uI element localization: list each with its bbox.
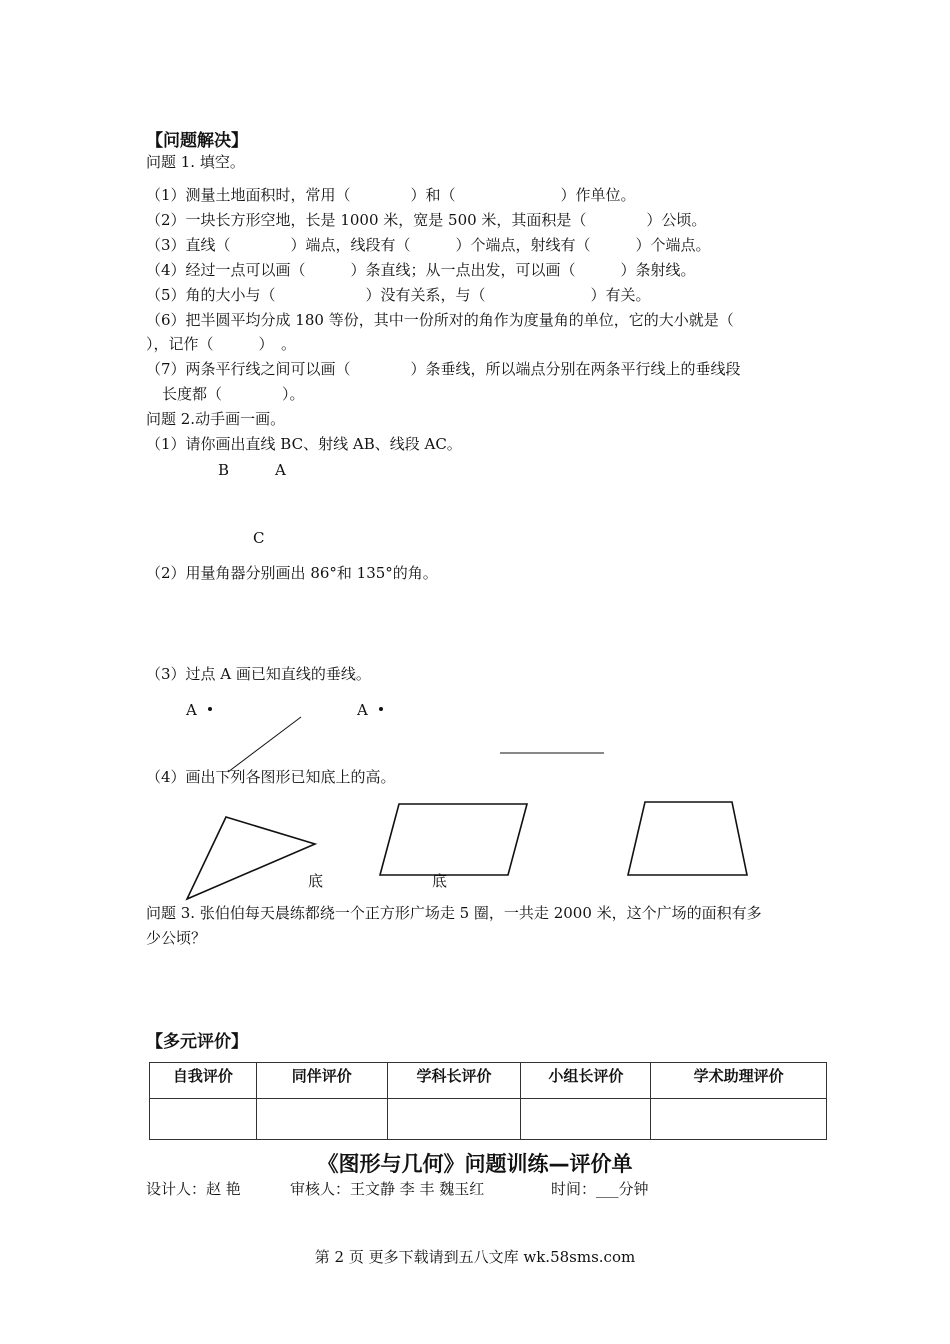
eval-header-subject-lead: 学科长评价: [387, 1063, 521, 1099]
time-unit: 分钟: [618, 1180, 649, 1198]
eval-cell-assistant[interactable]: [651, 1099, 827, 1140]
fill-item-7: （7）两条平行线之间可以画（ ）条垂线，所以端点分别在两条平行线上的垂线段: [146, 360, 741, 378]
eval-header-assistant: 学术助理评价: [651, 1063, 827, 1099]
trapezoid-shape: [628, 802, 747, 875]
problem-3-line-2: 少公顷？: [146, 929, 207, 947]
point-label-c: C: [253, 529, 265, 547]
page-footer: 第 2 页 更多下载请到五八文库 wk.58sms.com: [314, 1248, 636, 1266]
problem-2-item-1: （1）请你画出直线 BC、射线 AB、线段 AC。: [146, 435, 462, 453]
section-heading-evaluation: 【多元评价】: [146, 1032, 248, 1052]
eval-cell-subject-lead[interactable]: [387, 1099, 521, 1140]
credit-reviewer: 审核人：王文静 李 丰 魏玉红: [290, 1180, 485, 1198]
problem-2-item-4: （4）画出下列各图形已知底上的高。: [146, 768, 396, 786]
problem-2-item-3: （3）过点 A 画已知直线的垂线。: [146, 665, 371, 683]
fill-item-7-cont: 长度都（ ）。: [162, 385, 305, 403]
time-label: 时间：: [551, 1180, 597, 1198]
fill-item-4: （4）经过一点可以画（ ）条直线；从一点出发，可以画（ ）条射线。: [146, 261, 696, 279]
fill-item-2: （2）一块长方形空地，长是 1000 米，宽是 500 米，其面积是（ ）公顷。: [146, 211, 707, 229]
problem-1-title: 问题 1. 填空。: [146, 153, 245, 171]
eval-cell-peer[interactable]: [256, 1099, 387, 1140]
evaluation-table: [149, 1062, 827, 1140]
problem-3-line-1: 问题 3. 张伯伯每天晨练都绕一个正方形广场走 5 圈，一共走 2000 米，这个广场的面积有多: [146, 904, 762, 922]
fill-item-1: （1）测量土地面积时，常用（ ）和（ ）作单位。: [146, 186, 636, 204]
eval-header-peer: 同伴评价: [256, 1063, 387, 1099]
fill-item-6-cont: ），记作（ ） 。: [146, 335, 297, 353]
eval-header-group-lead: 小组长评价: [521, 1063, 651, 1099]
given-line-oblique: [228, 717, 301, 772]
eval-cell-self[interactable]: [150, 1099, 257, 1140]
parallelogram-shape: [380, 804, 527, 875]
evaluation-input-row: [150, 1099, 827, 1140]
fill-item-3: （3）直线（ ）端点，线段有（ ）个端点，射线有（ ）个端点。: [146, 236, 711, 254]
credit-designer: 设计人：赵 艳: [146, 1180, 241, 1198]
time-blank: ___: [596, 1180, 619, 1198]
section-heading-problem-solving: 【问题解决】: [146, 131, 248, 151]
point-label-a: A: [275, 461, 286, 479]
base-label-triangle: 底: [308, 872, 324, 890]
fill-item-5: （5）角的大小与（ ）没有关系，与（ ）有关。: [146, 286, 651, 304]
point-label-a-left: A: [186, 701, 197, 719]
base-label-parallelogram: 底: [432, 872, 448, 890]
point-label-b: B: [218, 461, 230, 479]
problem-2-title: 问题 2.动手画一画。: [146, 410, 286, 428]
next-document-title: 《图形与几何》问题训练—评价单: [317, 1152, 633, 1176]
point-label-a-right: A: [357, 701, 368, 719]
eval-header-self: 自我评价: [150, 1063, 257, 1099]
triangle-shape: [187, 817, 315, 899]
evaluation-header-row: [150, 1063, 827, 1099]
credit-time: [551, 1179, 649, 1199]
eval-cell-group-lead[interactable]: [521, 1099, 651, 1140]
fill-item-6: （6）把半圆平均分成 180 等份，其中一份所对的角作为度量角的单位，它的大小就是（: [146, 311, 734, 329]
problem-2-item-2: （2）用量角器分别画出 86°和 135°的角。: [146, 564, 438, 582]
